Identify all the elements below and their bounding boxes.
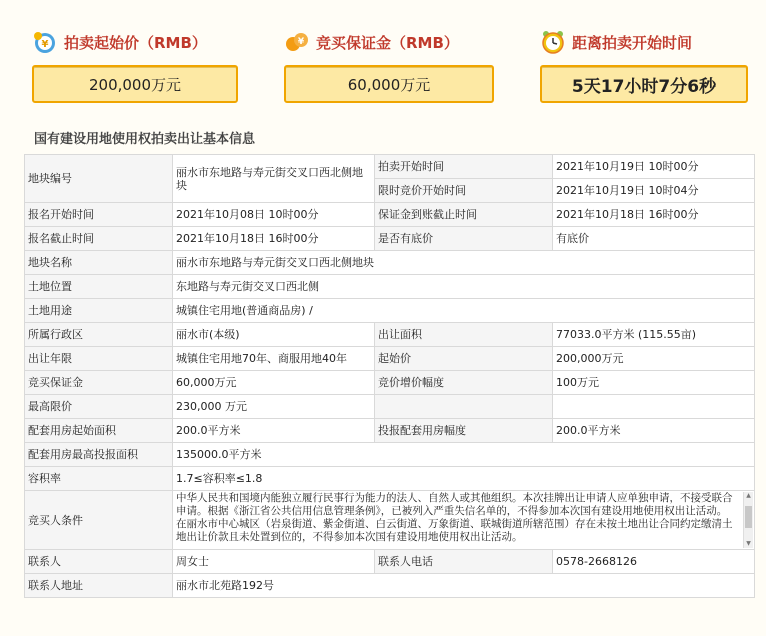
- deposit-card: [284, 28, 494, 108]
- table-row: [25, 347, 755, 371]
- table-row: [25, 227, 755, 251]
- term-label: 出让年限: [25, 347, 173, 371]
- phone-value: 0578-2668126: [553, 550, 755, 574]
- deposit-deadline-label: 保证金到账截止时间: [375, 203, 553, 227]
- table-row: [25, 323, 755, 347]
- location-label: 土地位置: [25, 275, 173, 299]
- auction-start-value: 2021年10月19日 10时00分: [553, 155, 755, 179]
- deposit-deadline-value: 2021年10月18日 16时00分: [553, 203, 755, 227]
- cond-cell: [173, 491, 755, 550]
- empty-cell: [375, 395, 553, 419]
- cond-label: 竞买人条件: [25, 491, 173, 550]
- deposit-value: 60,000万元: [284, 65, 494, 103]
- max-price-label: 最高限价: [25, 395, 173, 419]
- support-max-label: 配套用房最高投报面积: [25, 443, 173, 467]
- cond-value: 中华人民共和国境内能独立履行民事行为能力的法人、自然人或其他组织。本次挂牌出让申请人应单独申请，不接受联合申请。根据《浙江省公共信用信息管理条例》，已被列入严重失信名单的，不得参加本次国有建设用地使用权出让活动。在丽水市中心城区（岩泉街道、紫金街道、白云街道、万象街道、联城街道所辖范围）存在未按土地出让合同约定缴清土地出让价款且未处置到位的，不得参加本次国有建设用地使用权出让活动。: [176, 492, 733, 543]
- table-row: [25, 299, 755, 323]
- support-max-value: 135000.0平方米: [173, 443, 755, 467]
- empty-cell: [553, 395, 755, 419]
- countdown-card: [540, 28, 748, 108]
- coins-icon: [284, 29, 310, 55]
- signup-start-label: 报名开始时间: [25, 203, 173, 227]
- svg-text:¥: ¥: [41, 39, 49, 50]
- support-inc-value: 200.0平方米: [553, 419, 755, 443]
- support-start-label: 配套用房起始面积: [25, 419, 173, 443]
- contact-label: 联系人: [25, 550, 173, 574]
- plot-no-value: 丽水市东地路与寿元街交叉口西北侧地块: [173, 155, 375, 203]
- signup-start-value: 2021年10月08日 10时00分: [173, 203, 375, 227]
- table-row: [25, 203, 755, 227]
- svg-text:¥: ¥: [297, 37, 305, 47]
- signup-end-label: 报名截止时间: [25, 227, 173, 251]
- table-row: [25, 574, 755, 598]
- contact-value: 周女士: [173, 550, 375, 574]
- plot-no-label: 地块编号: [25, 155, 173, 203]
- usage-value: 城镇住宅用地(普通商品房) /: [173, 299, 755, 323]
- far-label: 容积率: [25, 467, 173, 491]
- reserve-label: 是否有底价: [375, 227, 553, 251]
- support-start-value: 200.0平方米: [173, 419, 375, 443]
- money-bag-icon: [32, 29, 58, 55]
- reserve-value: 有底价: [553, 227, 755, 251]
- term-value: 城镇住宅用地70年、商服用地40年: [173, 347, 375, 371]
- signup-end-value: 2021年10月18日 16时00分: [173, 227, 375, 251]
- table-row: [25, 275, 755, 299]
- table-row: [25, 251, 755, 275]
- start-price-label: 起始价: [375, 347, 553, 371]
- section-title: 国有建设用地使用权拍卖出让基本信息: [34, 131, 256, 147]
- plot-name-label: 地块名称: [25, 251, 173, 275]
- scroll-thumb[interactable]: [745, 506, 752, 528]
- start-price-value: 200,000万元: [32, 65, 238, 103]
- deposit-title: 竞买保证金（RMB）: [316, 33, 459, 52]
- area-label: 出让面积: [375, 323, 553, 347]
- address-value: 丽水市北苑路192号: [173, 574, 755, 598]
- support-inc-label: 投报配套用房幅度: [375, 419, 553, 443]
- max-price-value: 230,000 万元: [173, 395, 375, 419]
- plot-name-value: 丽水市东地路与寿元街交叉口西北侧地块: [173, 251, 755, 275]
- deposit-label: 竞买保证金: [25, 371, 173, 395]
- start-price-title-row: [32, 28, 207, 56]
- cond-scrollbar[interactable]: [743, 492, 753, 548]
- info-table-wrap: [24, 154, 754, 598]
- table-row: [25, 395, 755, 419]
- start-price-title: 拍卖起始价（RMB）: [64, 33, 207, 52]
- deposit-cell-value: 60,000万元: [173, 371, 375, 395]
- start-price-cell-value: 200,000万元: [553, 347, 755, 371]
- area-value: 77033.0平方米 (115.55亩): [553, 323, 755, 347]
- increment-value: 100万元: [553, 371, 755, 395]
- table-row: [25, 550, 755, 574]
- timed-bid-value: 2021年10月19日 10时04分: [553, 179, 755, 203]
- phone-label: 联系人电话: [375, 550, 553, 574]
- alarm-clock-icon: [540, 29, 566, 55]
- timed-bid-label: 限时竞价开始时间: [375, 179, 553, 203]
- address-label: 联系人地址: [25, 574, 173, 598]
- auction-start-label: 拍卖开始时间: [375, 155, 553, 179]
- usage-label: 土地用途: [25, 299, 173, 323]
- countdown-title-row: [540, 28, 692, 56]
- district-label: 所属行政区: [25, 323, 173, 347]
- scroll-up-arrow-icon[interactable]: ▲: [746, 492, 751, 499]
- table-row: [25, 419, 755, 443]
- countdown-title: 距离拍卖开始时间: [572, 33, 693, 52]
- table-row: [25, 371, 755, 395]
- scroll-down-arrow-icon[interactable]: ▼: [746, 540, 751, 547]
- countdown-value: 5天17小时7分6秒: [540, 65, 748, 103]
- table-row: [25, 443, 755, 467]
- deposit-title-row: [284, 28, 459, 56]
- increment-label: 竞价增价幅度: [375, 371, 553, 395]
- far-value: 1.7≤容积率≤1.8: [173, 467, 755, 491]
- table-row: [25, 467, 755, 491]
- table-row: [25, 491, 755, 550]
- district-value: 丽水市(本级): [173, 323, 375, 347]
- table-row: [25, 155, 755, 179]
- location-value: 东地路与寿元街交叉口西北侧: [173, 275, 755, 299]
- info-table: [24, 154, 755, 598]
- start-price-card: [32, 28, 238, 108]
